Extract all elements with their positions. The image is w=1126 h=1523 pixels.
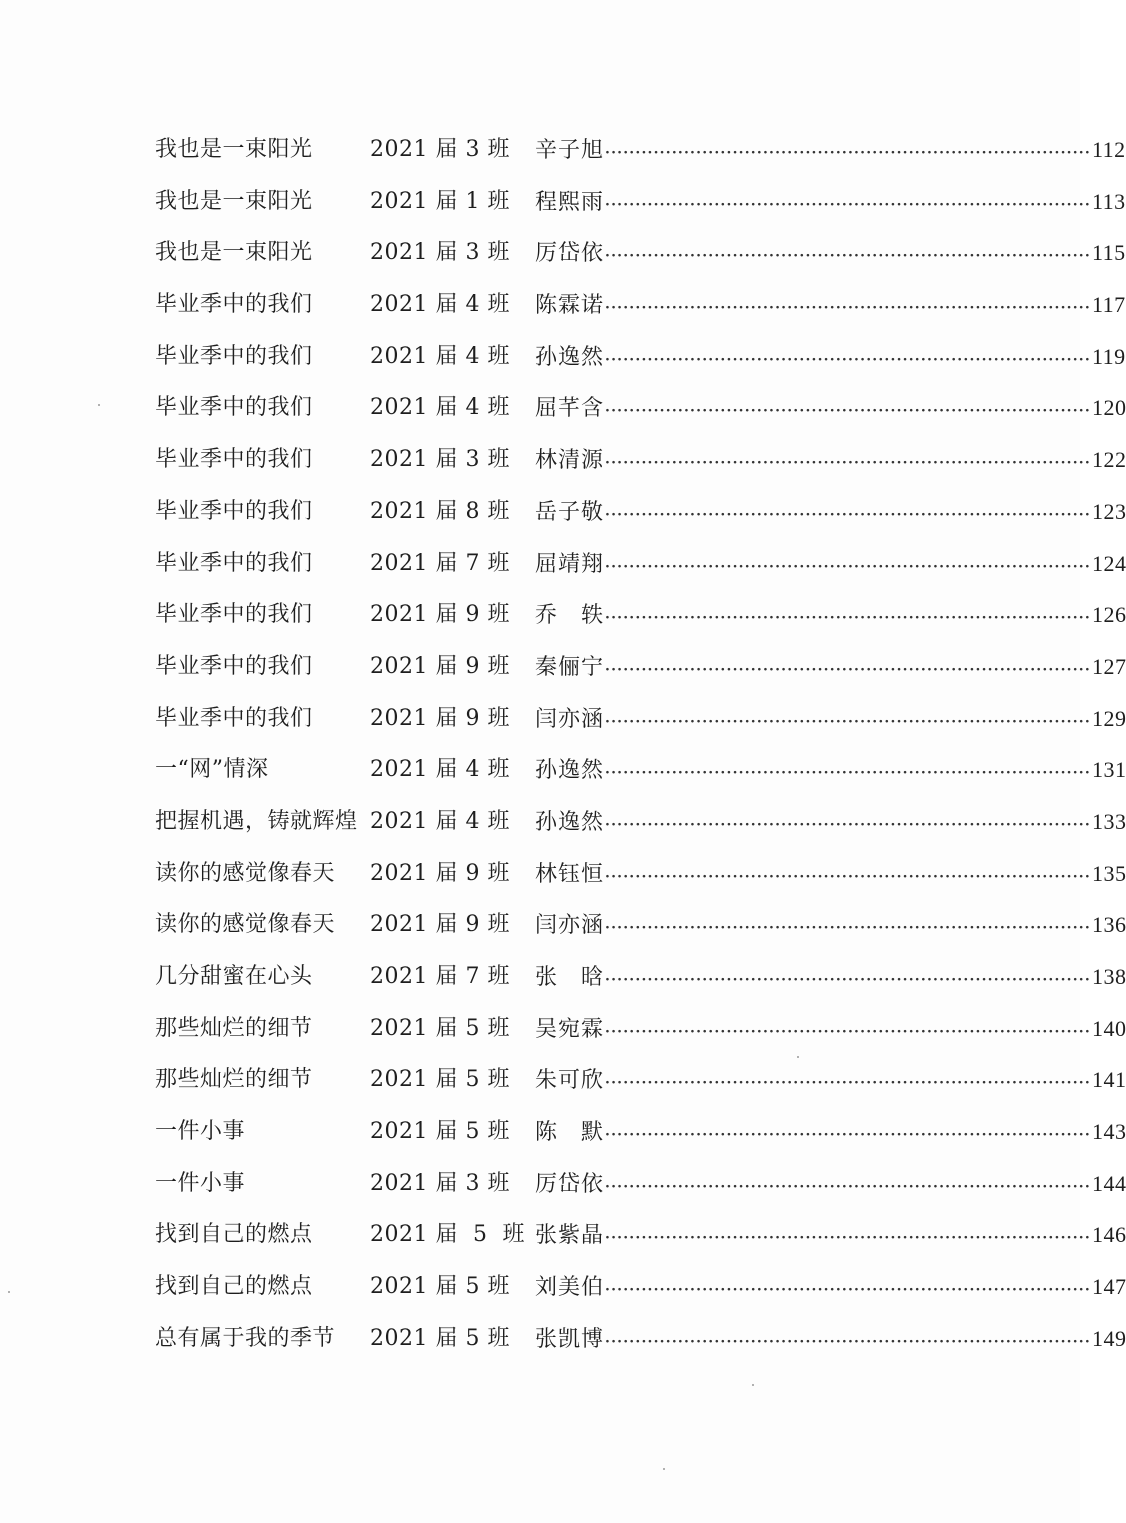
author-page-group — [535, 1106, 1126, 1162]
entry-class: 2021 届 1 班 — [370, 188, 510, 214]
author-page-group — [535, 1209, 1126, 1265]
entry-author: 张紫晶 — [535, 1223, 605, 1249]
entry-title: 那些灿烂的细节 — [155, 1067, 313, 1093]
entry-class: 2021 届 4 班 — [370, 808, 510, 834]
dot-leader: ················································································ — [605, 661, 1091, 678]
toc-entry — [155, 951, 1126, 1003]
dot-leader: ················································································ — [605, 868, 1091, 885]
entry-author: 秦俪宁 — [535, 654, 605, 680]
entry-class: 2021 届 5 班 — [370, 1015, 510, 1041]
entry-author: 闫亦涵 — [535, 913, 605, 939]
toc-entry — [155, 124, 1126, 176]
author-page-group — [535, 331, 1126, 387]
entry-page-number: 122 — [1091, 447, 1126, 473]
entry-class: 2021 届 9 班 — [370, 860, 510, 886]
toc-entry — [155, 641, 1126, 693]
entry-page-number: 119 — [1091, 343, 1126, 369]
entry-author: 闫亦涵 — [535, 706, 605, 732]
entry-page-number: 127 — [1091, 653, 1126, 679]
author-page-group — [535, 382, 1126, 438]
scan-speck — [797, 1056, 799, 1058]
entry-class: 2021 届 3 班 — [370, 1170, 510, 1196]
toc-entry — [155, 279, 1126, 331]
entry-title: 毕业季中的我们 — [155, 705, 313, 731]
entry-page-number: 115 — [1091, 240, 1126, 266]
entry-class: 2021 届 5 班 — [370, 1274, 510, 1300]
entry-author: 刘美伯 — [535, 1275, 605, 1301]
entry-class: 2021 届 4 班 — [370, 292, 510, 318]
entry-page-number: 149 — [1091, 1325, 1126, 1351]
entry-page-number: 135 — [1091, 860, 1126, 886]
entry-class: 2021 届 4 班 — [370, 757, 510, 783]
toc-entry — [155, 589, 1126, 641]
entry-author: 陈 默 — [535, 1120, 605, 1146]
entry-class: 2021 届 5 班 — [370, 1067, 510, 1093]
entry-page-number: 143 — [1091, 1119, 1126, 1145]
toc-entry — [155, 434, 1126, 486]
entry-page-number: 113 — [1091, 188, 1126, 214]
dot-leader: ················································································ — [605, 196, 1091, 213]
entry-page-number: 124 — [1091, 550, 1126, 576]
author-page-group — [535, 486, 1126, 542]
entry-title: 我也是一束阳光 — [155, 137, 313, 162]
toc-entry — [155, 899, 1126, 951]
toc-entry — [155, 1313, 1126, 1365]
toc-entry — [155, 1209, 1126, 1261]
entry-page-number: 120 — [1091, 395, 1126, 421]
entry-author: 张 晗 — [535, 965, 605, 990]
entry-title: 把握机遇，铸就辉煌 — [155, 808, 358, 834]
entry-page-number: 144 — [1091, 1170, 1126, 1196]
entry-class: 2021 届 9 班 — [370, 705, 510, 731]
entry-title: 毕业季中的我们 — [155, 447, 313, 473]
dot-leader: ················································································ — [605, 1127, 1091, 1144]
toc-entry — [155, 1261, 1126, 1313]
entry-author: 朱可欣 — [535, 1068, 605, 1094]
entry-author: 孙逸然 — [535, 344, 605, 370]
entry-author: 林钰恒 — [535, 861, 605, 887]
entry-class: 2021 届 4 班 — [370, 395, 510, 421]
scan-speck — [752, 1384, 754, 1386]
author-page-group — [535, 589, 1126, 645]
toc-entry — [155, 1054, 1126, 1106]
entry-page-number: 123 — [1091, 498, 1126, 524]
toc-entry — [155, 1106, 1126, 1158]
entry-title: 几分甜蜜在心头 — [155, 964, 313, 989]
entry-class: 2021 届 7 班 — [370, 964, 510, 989]
toc-entry — [155, 176, 1126, 228]
entry-class: 2021 届 5 班 — [370, 1222, 525, 1248]
entry-author: 厉岱依 — [535, 1171, 605, 1197]
author-page-group — [535, 434, 1126, 490]
entry-class: 2021 届 5 班 — [370, 1119, 510, 1145]
dot-leader: ················································································ — [605, 455, 1091, 472]
dot-leader: ················································································ — [605, 1333, 1091, 1350]
dot-leader: ················································································ — [605, 351, 1091, 368]
entry-page-number: 136 — [1091, 912, 1126, 938]
toc-entry — [155, 693, 1126, 745]
entry-class: 2021 届 3 班 — [370, 137, 510, 162]
author-page-group — [535, 1054, 1126, 1110]
entry-page-number: 117 — [1091, 292, 1126, 318]
author-page-group — [535, 899, 1126, 955]
entry-title: 毕业季中的我们 — [155, 653, 313, 679]
entry-author: 林清源 — [535, 448, 605, 474]
toc-entry — [155, 331, 1126, 383]
author-page-group — [535, 641, 1126, 697]
dot-leader: ················································································ — [605, 1178, 1091, 1195]
entry-title: 毕业季中的我们 — [155, 498, 313, 524]
toc-entry — [155, 744, 1126, 796]
entry-title: 毕业季中的我们 — [155, 550, 313, 576]
toc-entry — [155, 848, 1126, 900]
entry-page-number: 133 — [1091, 808, 1126, 834]
entry-author: 辛子旭 — [535, 138, 605, 163]
entry-title: 我也是一束阳光 — [155, 240, 313, 266]
entry-title: 找到自己的燃点 — [155, 1274, 313, 1300]
entry-title: 那些灿烂的细节 — [155, 1015, 313, 1041]
entry-class: 2021 届 7 班 — [370, 550, 510, 576]
entry-author: 孙逸然 — [535, 809, 605, 835]
entry-title: 读你的感觉像春天 — [155, 912, 336, 938]
entry-title: 找到自己的燃点 — [155, 1222, 313, 1248]
author-page-group — [535, 1003, 1126, 1059]
dot-leader: ················································································ — [605, 403, 1091, 420]
dot-leader: ················································································ — [605, 972, 1091, 988]
entry-class: 2021 届 9 班 — [370, 602, 510, 628]
dot-leader: ················································································ — [605, 300, 1091, 317]
dot-leader: ················································································ — [605, 816, 1091, 833]
entry-page-number: 140 — [1091, 1015, 1126, 1041]
entry-title: 一件小事 — [155, 1119, 246, 1145]
entry-author: 屈靖翔 — [535, 551, 605, 577]
dot-leader: ················································································ — [605, 248, 1091, 265]
toc-entry — [155, 486, 1126, 538]
toc-entry — [155, 538, 1126, 590]
author-page-group — [535, 848, 1126, 904]
author-page-group — [535, 951, 1126, 1007]
entry-page-number: 147 — [1091, 1274, 1126, 1300]
entry-author: 孙逸然 — [535, 758, 605, 784]
entry-author: 陈霖诺 — [535, 293, 605, 319]
table-of-contents — [155, 124, 1126, 1365]
toc-entry — [155, 1158, 1126, 1210]
entry-author: 张凯博 — [535, 1326, 605, 1352]
dot-leader: ················································································ — [605, 920, 1091, 937]
scan-speck — [663, 1468, 665, 1470]
entry-title: 毕业季中的我们 — [155, 343, 313, 369]
entry-class: 2021 届 8 班 — [370, 498, 510, 524]
author-page-group — [535, 1313, 1126, 1369]
entry-title: 我也是一束阳光 — [155, 188, 313, 214]
dot-leader: ················································································ — [605, 610, 1091, 627]
entry-class: 2021 届 3 班 — [370, 240, 510, 266]
entry-page-number: 141 — [1091, 1067, 1126, 1093]
dot-leader: ················································································ — [605, 765, 1091, 782]
entry-title: 毕业季中的我们 — [155, 292, 313, 318]
scan-speck — [98, 404, 100, 406]
entry-author: 程熙雨 — [535, 189, 605, 215]
dot-leader: ················································································ — [605, 713, 1091, 730]
dot-leader: ················································································ — [605, 1023, 1091, 1040]
entry-author: 岳子敬 — [535, 499, 605, 525]
entry-page-number: 129 — [1091, 705, 1126, 731]
toc-entry — [155, 1003, 1126, 1055]
author-page-group — [535, 796, 1126, 852]
author-page-group — [535, 124, 1126, 180]
dot-leader: ················································································ — [605, 145, 1091, 161]
entry-title: 总有属于我的季节 — [155, 1325, 336, 1351]
entry-title: 一“网”情深 — [155, 757, 269, 783]
entry-page-number: 112 — [1091, 137, 1126, 162]
entry-class: 2021 届 9 班 — [370, 653, 510, 679]
entry-author: 乔 轶 — [535, 603, 605, 629]
entry-class: 2021 届 5 班 — [370, 1325, 510, 1351]
toc-entry — [155, 796, 1126, 848]
dot-leader: ················································································ — [605, 1230, 1091, 1247]
author-page-group — [535, 538, 1126, 594]
author-page-group — [535, 279, 1126, 335]
toc-entry — [155, 227, 1126, 279]
entry-class: 2021 届 4 班 — [370, 343, 510, 369]
entry-page-number: 126 — [1091, 602, 1126, 628]
toc-entry — [155, 382, 1126, 434]
entry-title: 毕业季中的我们 — [155, 602, 313, 628]
entry-title: 读你的感觉像春天 — [155, 860, 336, 886]
author-page-group — [535, 227, 1126, 283]
dot-leader: ················································································ — [605, 1075, 1091, 1092]
entry-page-number: 146 — [1091, 1222, 1126, 1248]
dot-leader: ················································································ — [605, 1282, 1091, 1299]
entry-title: 一件小事 — [155, 1170, 246, 1196]
entry-page-number: 131 — [1091, 757, 1126, 783]
dot-leader: ················································································ — [605, 558, 1091, 575]
author-page-group — [535, 176, 1126, 232]
scan-speck — [8, 1291, 10, 1293]
entry-author: 屈芊含 — [535, 396, 605, 422]
entry-title: 毕业季中的我们 — [155, 395, 313, 421]
entry-class: 2021 届 9 班 — [370, 912, 510, 938]
entry-page-number: 138 — [1091, 964, 1126, 989]
dot-leader: ················································································ — [605, 506, 1091, 523]
author-page-group — [535, 1261, 1126, 1317]
author-page-group — [535, 693, 1126, 749]
entry-author: 厉岱依 — [535, 241, 605, 267]
entry-author: 吴宛霖 — [535, 1016, 605, 1042]
author-page-group — [535, 744, 1126, 800]
author-page-group — [535, 1158, 1126, 1214]
entry-class: 2021 届 3 班 — [370, 447, 510, 473]
